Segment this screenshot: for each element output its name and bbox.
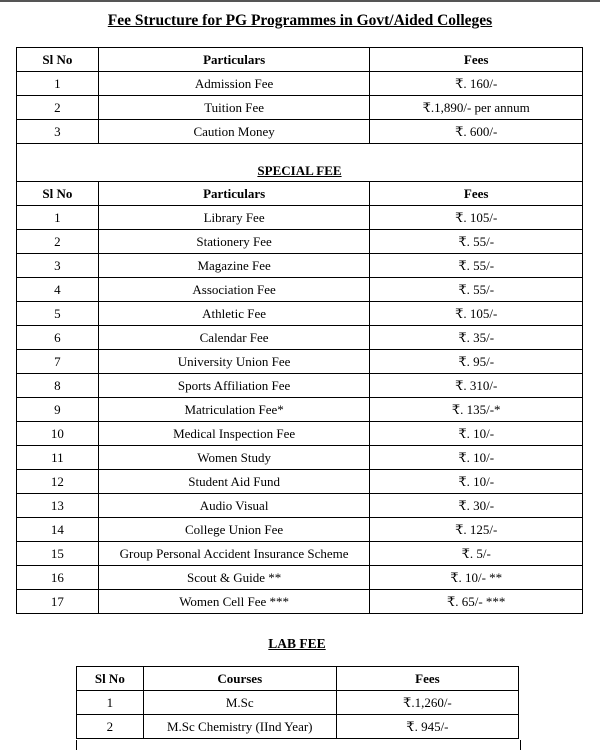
row-particular: Magazine Fee: [98, 254, 370, 278]
table-row: [17, 302, 583, 326]
special-fee-heading-cell: [17, 144, 583, 182]
lab-row-slno: 1: [77, 691, 144, 715]
row-slno: 3: [17, 120, 99, 144]
row-slno: 6: [17, 326, 99, 350]
table-row: [17, 422, 583, 446]
row-fee: ₹. 65/- ***: [370, 590, 583, 614]
row-slno: 8: [17, 374, 99, 398]
lab-row-course: M.Sc Chemistry (IInd Year): [143, 715, 336, 739]
lab-fee-heading: LAB FEE: [268, 636, 326, 651]
lab-header-fees: Fees: [336, 667, 518, 691]
special-header-row: [17, 182, 583, 206]
lab-table-row: [77, 715, 519, 739]
page-title: Fee Structure for PG Programmes in Govt/Aided Colleges: [107, 12, 493, 29]
row-particular: Matriculation Fee*: [98, 398, 370, 422]
fee-structure-body: [17, 48, 583, 614]
row-fee: ₹.1,890/- per annum: [370, 96, 583, 120]
lab-header-slno: Sl No: [77, 667, 144, 691]
row-slno: 2: [17, 230, 99, 254]
special-header-particulars: Particulars: [98, 182, 370, 206]
lab-table-row: [77, 691, 519, 715]
row-fee: ₹. 10/-: [370, 470, 583, 494]
row-slno: 9: [17, 398, 99, 422]
special-fee-heading: SPECIAL FEE: [257, 163, 342, 178]
lab-row-fee: ₹.1,260/-: [336, 691, 518, 715]
lab-header-row: [77, 667, 519, 691]
row-fee: ₹. 310/-: [370, 374, 583, 398]
table-row: [17, 350, 583, 374]
header-fees: Fees: [370, 48, 583, 72]
table-row: [17, 206, 583, 230]
row-particular: Women Cell Fee ***: [98, 590, 370, 614]
special-fee-heading-row: [17, 144, 583, 182]
row-fee: ₹. 30/-: [370, 494, 583, 518]
row-slno: 7: [17, 350, 99, 374]
row-particular: Medical Inspection Fee: [98, 422, 370, 446]
row-fee: ₹. 10/- **: [370, 566, 583, 590]
lab-row-fee: ₹. 945/-: [336, 715, 518, 739]
row-fee: ₹. 105/-: [370, 302, 583, 326]
lab-fee-body: [77, 667, 519, 739]
row-particular: Calendar Fee: [98, 326, 370, 350]
row-fee: ₹. 35/-: [370, 326, 583, 350]
table-row: [17, 590, 583, 614]
row-fee: ₹. 10/-: [370, 446, 583, 470]
row-slno: 13: [17, 494, 99, 518]
table-row: [17, 96, 583, 120]
table-row: [17, 254, 583, 278]
table-row: [17, 326, 583, 350]
row-particular: Group Personal Accident Insurance Scheme: [98, 542, 370, 566]
row-slno: 12: [17, 470, 99, 494]
row-slno: 16: [17, 566, 99, 590]
row-slno: 5: [17, 302, 99, 326]
row-slno: 14: [17, 518, 99, 542]
table-row: [17, 398, 583, 422]
row-particular: Tuition Fee: [98, 96, 370, 120]
row-particular: Caution Money: [98, 120, 370, 144]
table-row: [17, 72, 583, 96]
row-fee: ₹. 105/-: [370, 206, 583, 230]
row-fee: ₹. 5/-: [370, 542, 583, 566]
row-fee: ₹. 135/-*: [370, 398, 583, 422]
row-fee: ₹. 125/-: [370, 518, 583, 542]
table-header-row: [17, 48, 583, 72]
row-particular: Women Study: [98, 446, 370, 470]
row-fee: ₹. 55/-: [370, 254, 583, 278]
row-particular: Stationery Fee: [98, 230, 370, 254]
row-particular: Student Aid Fund: [98, 470, 370, 494]
fee-structure-table: [16, 47, 583, 614]
row-slno: 4: [17, 278, 99, 302]
header-slno: Sl No: [17, 48, 99, 72]
row-particular: Sports Affiliation Fee: [98, 374, 370, 398]
row-particular: Library Fee: [98, 206, 370, 230]
lab-row-slno: 2: [77, 715, 144, 739]
row-particular: Admission Fee: [98, 72, 370, 96]
header-particulars: Particulars: [98, 48, 370, 72]
row-particular: Association Fee: [98, 278, 370, 302]
row-slno: 2: [17, 96, 99, 120]
row-particular: Audio Visual: [98, 494, 370, 518]
lab-row-course: M.Sc: [143, 691, 336, 715]
row-fee: ₹. 55/-: [370, 278, 583, 302]
table-row: [17, 230, 583, 254]
row-slno: 1: [17, 206, 99, 230]
special-header-fees: Fees: [370, 182, 583, 206]
row-fee: ₹. 10/-: [370, 422, 583, 446]
top-border-line: [0, 0, 600, 2]
table-row: [17, 470, 583, 494]
row-particular: College Union Fee: [98, 518, 370, 542]
table-row: [17, 566, 583, 590]
row-slno: 3: [17, 254, 99, 278]
row-fee: ₹. 95/-: [370, 350, 583, 374]
table-row: [17, 278, 583, 302]
table-row: [17, 120, 583, 144]
row-fee: ₹. 55/-: [370, 230, 583, 254]
row-slno: 15: [17, 542, 99, 566]
lab-header-courses: Courses: [143, 667, 336, 691]
row-fee: ₹. 160/-: [370, 72, 583, 96]
lab-table-continuation: [76, 740, 521, 750]
row-slno: 1: [17, 72, 99, 96]
row-slno: 10: [17, 422, 99, 446]
lab-fee-table: [76, 666, 519, 739]
row-particular: University Union Fee: [98, 350, 370, 374]
special-header-slno: Sl No: [17, 182, 99, 206]
table-row: [17, 446, 583, 470]
table-row: [17, 374, 583, 398]
row-fee: ₹. 600/-: [370, 120, 583, 144]
row-particular: Scout & Guide **: [98, 566, 370, 590]
table-row: [17, 518, 583, 542]
table-row: [17, 494, 583, 518]
row-particular: Athletic Fee: [98, 302, 370, 326]
row-slno: 17: [17, 590, 99, 614]
table-row: [17, 542, 583, 566]
row-slno: 11: [17, 446, 99, 470]
